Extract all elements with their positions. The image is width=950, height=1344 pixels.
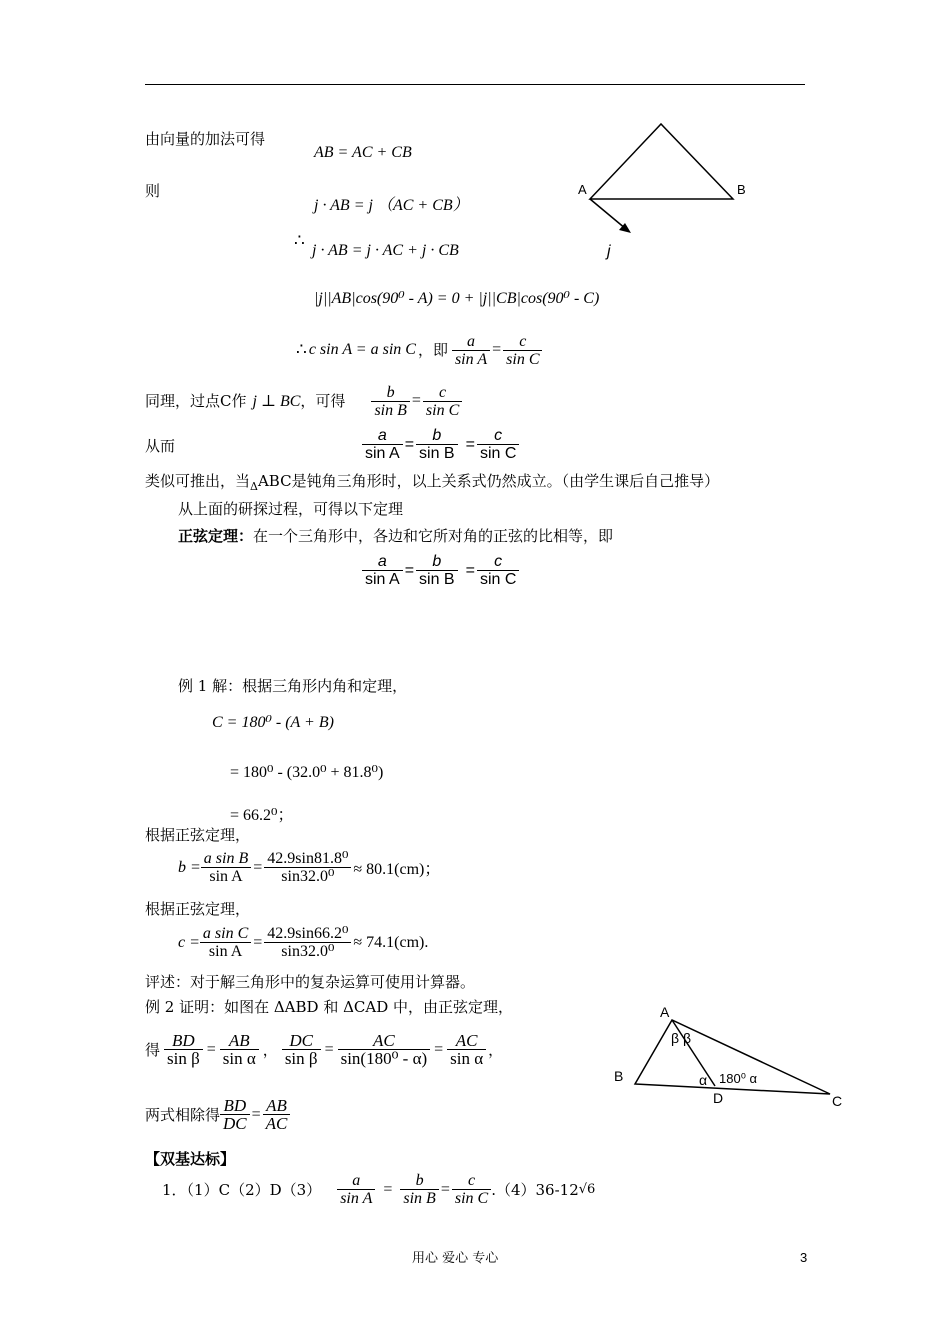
frac-den: sin C [452,1189,491,1207]
vertex-b-label: B [737,182,746,197]
divide-text: 两式相除得 [145,1105,221,1124]
eq-vector-sum: AB = AC + CB [314,144,412,161]
leisi-text-2: ABC是钝角三角形时，以上关系式仍然成立。（由学生课后自己推导） [257,472,720,490]
eq-csinA: c sin A = a sin C [308,341,416,358]
frac-num: b [386,383,395,401]
sqrt-6: √6 [578,1181,596,1197]
leisi-line [145,472,719,496]
vector-j-label: j [607,243,611,260]
frac-den: sin A [362,570,403,588]
tongli-row: 同理，过点C作 j ⊥ BC ，可得 $\frac{b}{\text{sin B}}$ = $\frac{c}{\text{sin C}}$ [145,380,462,422]
frac-den: sin A [362,444,403,462]
conger-label: 从而 [145,437,176,455]
frac-num: 42.9sin66.2⁰ [267,925,349,942]
answer-row: 1．（1）C（2）D（3） $\frac{a}{\text{sin A}}$ = $\frac{b}{\text{sin B}}$ = $\frac{c}{\text{sin C}}$ .（4）36-12 √6 [162,1172,596,1207]
frac-num: BD [223,1096,247,1115]
frac-num: c [494,553,503,570]
frac-den: sin B [400,1189,438,1207]
frac-c-sinC [423,384,462,419]
example1-comment: 评述：对于解三角形中的复杂运算可使用计算器。 [145,973,476,991]
example1-gen2: 根据正弦定理， [145,900,251,918]
frac-num: a [467,332,476,350]
frac-den: sin B [416,444,458,462]
example1-line3: = 66.2⁰； [230,807,294,824]
frac-den: DC [220,1114,250,1132]
frac-den: sin β [282,1049,321,1067]
vertex-d-label: D [713,1090,724,1106]
example2-intro: 例 2 证明：如图在 ΔABD 和 ΔCAD 中，由正弦定理， [145,998,514,1016]
frac-a-sinA [337,1172,375,1207]
triangle-abc [590,124,733,199]
footer-center: 用心 爱心 专心 [412,1251,499,1266]
example1-intro: 例 1 解：根据三角形内角和定理， [178,677,408,695]
frac-num: c [467,1172,476,1189]
frac-c-sinC [452,1172,491,1207]
frac-num: c [494,427,503,444]
frac-num: b [415,1172,424,1189]
vertex-a-label: A [578,182,587,197]
b-result: ≈ 80.1(cm)； [353,861,441,878]
frac-den: sin A [452,350,490,368]
eq-dot-expanded: j · AB = j · AC + j · CB [312,242,459,259]
angle-180-alpha: 180⁰ α [719,1071,758,1086]
frac-den: sin β [164,1049,203,1067]
frac-c-sinC [477,553,519,588]
frac-den: sin C [503,350,542,368]
frac-den: sin A [337,1189,375,1207]
angle-beta-2: β [683,1030,692,1046]
frac-den: sin32.0⁰ [264,867,351,885]
vertex-c-label: C [832,1093,843,1109]
frac-den: sin α [220,1049,259,1067]
frac-AC-sinAlpha [447,1032,486,1067]
comma: ， [262,1040,278,1059]
congshang-line: 从上面的研探过程，可得以下定理 [178,500,404,518]
leisi-text: 类似可推出，当 [145,472,251,490]
frac-num: 42.9sin81.8⁰ [267,850,349,867]
frac-den: sin A [200,942,251,960]
answer-4: .（4）36-12 [491,1180,579,1199]
intro-line: 由向量的加法可得 [145,130,266,148]
frac-num: AC [373,1031,395,1050]
c-lhs: c = [178,933,200,951]
frac-num: DC [289,1031,313,1050]
frac-b-sinB [371,384,409,419]
frac-den: sin A [201,867,251,885]
frac-num: AB [228,1031,250,1050]
frac-den: sin C [477,444,519,462]
frac-den: sin C [477,570,519,588]
c-result: ≈ 74.1(cm). [353,933,429,951]
frac-num: a sin B [203,850,249,867]
angle-alpha: α [699,1072,708,1088]
frac-num: a [377,553,387,570]
therefore-symbol-2: ∴ [296,340,307,360]
frac-b-sinB [416,553,458,588]
frac-den: sin B [416,570,458,588]
frac-b-sinB [416,427,458,462]
frac-num: c [439,383,447,401]
frac-num: AC [455,1031,478,1050]
frac-numeric-b [264,850,351,885]
section-title: 【双基达标】 [145,1150,236,1168]
theorem-text: 在一个三角形中，各边和它所对角的正弦的比相等，即 [253,527,614,545]
frac-numeric-c [264,925,351,960]
comma: ， [488,1040,504,1059]
header-rule [145,84,805,85]
b-lhs: b = [178,858,201,876]
frac-AC-sin180 [338,1032,431,1067]
ji-text: ，即 [417,341,448,359]
frac-AB-sinAlpha [220,1032,259,1067]
de-text: 得 [145,1040,161,1059]
frac-den: AC [263,1114,291,1132]
theorem-line [178,527,613,545]
ze-label: 则 [145,182,161,200]
sine-law-formula-1: $\frac{a}{\text{sin A}}$ = $\frac{b}{\text{sin B}}$ = $\frac{c}{\text{sin C}}$ [362,427,519,462]
frac-den: sin B [371,401,409,419]
frac-DC-sinBeta [282,1032,321,1067]
delta-symbol: Δ [250,480,258,493]
frac-num: c [519,332,527,350]
vertex-a-label: A [660,1004,670,1020]
eq-dot-j: j · AB = j （AC + CB） [314,197,469,214]
answer-1-3: 1．（1）C（2）D（3） [162,1180,322,1199]
vector-j-arrow [590,199,626,229]
example1-line1: C = 180⁰ - (A + B) [212,714,334,731]
eq-csinA-row: ∴ c sin A = a sin C ，即 $\frac{a}{\text{sin A}}$ = $\frac{c}{\text{sin C}}$ [296,330,542,370]
perp-expr: j ⊥ BC [252,393,301,410]
frac-asinC-sinA [200,925,251,960]
frac-den: sin32.0⁰ [264,942,351,960]
frac-a-sinA [362,427,403,462]
tongli-text: 同理，过点C作 [145,392,247,410]
frac-num: a [352,1172,361,1189]
frac-num: a [377,427,387,444]
frac-c-sinC [503,333,542,368]
theorem-name: 正弦定理： [178,527,254,545]
frac-num: b [432,427,442,444]
example2-divide: 两式相除得 $\frac{BD}{DC}$ = $\frac{AB}{AC}$ [145,1097,290,1132]
frac-a-sinA [362,553,403,588]
frac-num: AB [266,1096,287,1115]
frac-AB-AC [263,1097,291,1132]
vertex-b-label: B [614,1068,624,1084]
sine-law-formula-2: $\frac{a}{\text{sin A}}$ = $\frac{b}{\text{sin B}}$ = $\frac{c}{\text{sin C}}$ [362,553,519,588]
frac-den: sin α [447,1049,486,1067]
example1-c-formula: c = $\frac{\text{a sin C}}{\text{sin A}}$ = $\frac{\text{42.9sin66.2⁰}}{\text{sin32.0⁰}}$ ≈ 74.1(cm). [178,925,429,960]
page-number: 3 [800,1250,808,1265]
example1-b-formula: b = $\frac{\text{a sin B}}{\text{sin A}}$ = $\frac{\text{42.9sin81.8⁰}}{\text{sin32.0⁰}}$ ≈ 80.1(cm)； [178,850,441,885]
frac-BD-sinBeta [164,1032,203,1067]
example2-formula: 得 $\frac{BD}{\text{sin β}}$ = $\frac{AB}{\text{sin α}}$ ， $\frac{DC}{\text{sin β}}$ = $\frac{AC}{\text{sin(180⁰ - α)}}$ = $\frac{AC}{\text{sin α}}$ ， [145,1031,504,1068]
frac-num: b [432,553,442,570]
example1-line2: = 180⁰ - (32.0⁰ + 81.8⁰) [230,764,384,781]
frac-den: sin C [423,401,462,419]
example1-gen1: 根据正弦定理， [145,826,251,844]
eq-cos-form: |j||AB|cos(90⁰ - A) = 0 + |j||CB|cos(90⁰ - C) [314,290,600,307]
frac-den: sin(180⁰ - α) [338,1049,431,1067]
frac-a-sinA [452,333,490,368]
frac-num: BD [172,1031,195,1050]
angle-beta-1: β [671,1030,680,1046]
triangle-diagram-1 [570,115,770,265]
frac-asinB-sinA [201,850,251,885]
triangle-diagram-2 [610,1000,850,1115]
frac-BD-DC [220,1097,250,1132]
frac-c-sinC [477,427,519,462]
frac-b-sinB [400,1172,438,1207]
frac-num: a sin C [202,925,249,942]
tongli-text-2: ，可得 [300,392,346,410]
therefore-symbol: ∴ [294,231,305,251]
